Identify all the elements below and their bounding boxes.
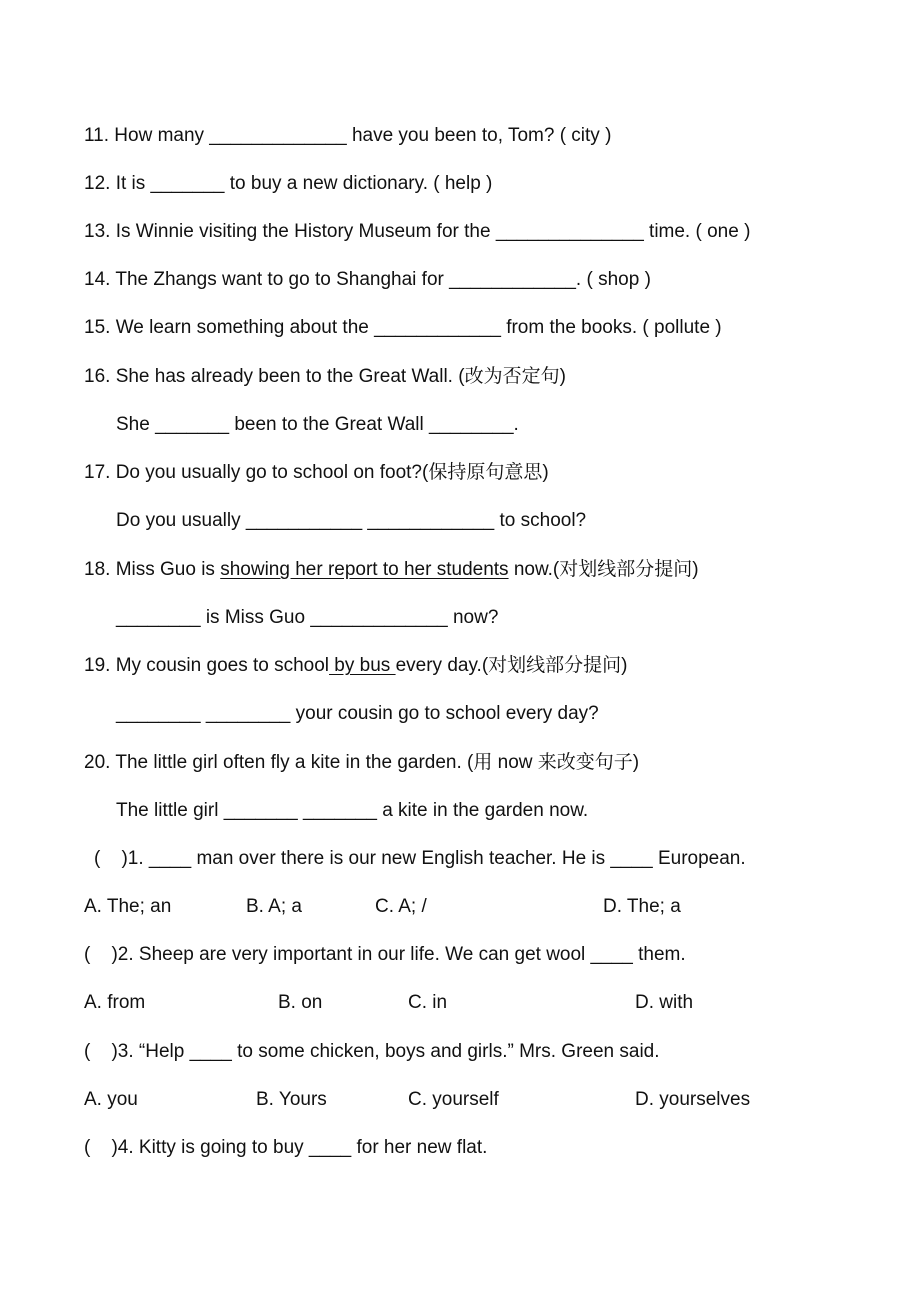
mc-question-2: ( )2. Sheep are very important in our life. We can get wool ____ them. — [84, 944, 686, 965]
option-a: A. from — [84, 992, 146, 1013]
option-b: B. A; a — [246, 896, 302, 917]
option-c: C. in — [408, 992, 448, 1013]
question-11: 11. How many _____________ have you been to, Tom? ( city ) — [84, 125, 612, 146]
option-d: D. yourselves — [635, 1089, 751, 1110]
mc-question-1: ( )1. ____ man over there is our new English teacher. He is ____ European. — [94, 848, 746, 869]
mc-question-2-options — [84, 991, 844, 1015]
option-c: C. yourself — [408, 1089, 499, 1110]
question-16: 16. She has already been to the Great Wall. (改为否定句) — [84, 366, 566, 387]
question-19-underlined-phrase: by bus — [329, 655, 396, 676]
question-13: 13. Is Winnie visiting the History Museum for the ______________ time. ( one ) — [84, 221, 751, 242]
option-b: B. Yours — [256, 1089, 327, 1110]
option-d: D. The; a — [603, 896, 681, 917]
mc-question-3-options — [84, 1088, 844, 1112]
question-19-suffix: every day.(对划线部分提问) — [395, 655, 628, 676]
question-18-suffix: now.(对划线部分提问) — [508, 559, 699, 580]
question-18-answer-line: ________ is Miss Guo _____________ now? — [116, 607, 499, 628]
question-12: 12. It is _______ to buy a new dictionary. ( help ) — [84, 173, 493, 194]
question-14: 14. The Zhangs want to go to Shanghai for ____________. ( shop ) — [84, 269, 651, 290]
question-18-prefix: 18. Miss Guo is — [84, 559, 221, 580]
question-18-underlined-phrase: showing her report to her students — [220, 559, 509, 580]
option-d: D. with — [635, 992, 694, 1013]
question-19 — [84, 654, 627, 678]
mc-question-1-options — [84, 895, 844, 919]
question-19-answer-line: ________ ________ your cousin go to school every day? — [116, 703, 599, 724]
question-17-answer-line: Do you usually ___________ ____________ to school? — [116, 510, 587, 531]
option-b: B. on — [278, 992, 323, 1013]
question-20-answer-line: The little girl _______ _______ a kite in the garden now. — [116, 800, 589, 821]
mc-question-3: ( )3. “Help ____ to some chicken, boys and girls.” Mrs. Green said. — [84, 1041, 660, 1062]
question-15: 15. We learn something about the ____________ from the books. ( pollute ) — [84, 317, 722, 338]
mc-question-4: ( )4. Kitty is going to buy ____ for her new flat. — [84, 1137, 488, 1158]
option-c: C. A; / — [375, 896, 427, 917]
question-17: 17. Do you usually go to school on foot?(保持原句意思) — [84, 462, 549, 483]
option-a: A. The; an — [84, 896, 172, 917]
question-16-answer-line: She _______ been to the Great Wall ________. — [116, 414, 519, 435]
question-18 — [84, 558, 699, 582]
option-a: A. you — [84, 1089, 138, 1110]
question-19-prefix: 19. My cousin goes to school — [84, 655, 330, 676]
question-20: 20. The little girl often fly a kite in the garden. (用 now 来改变句子) — [84, 752, 640, 773]
